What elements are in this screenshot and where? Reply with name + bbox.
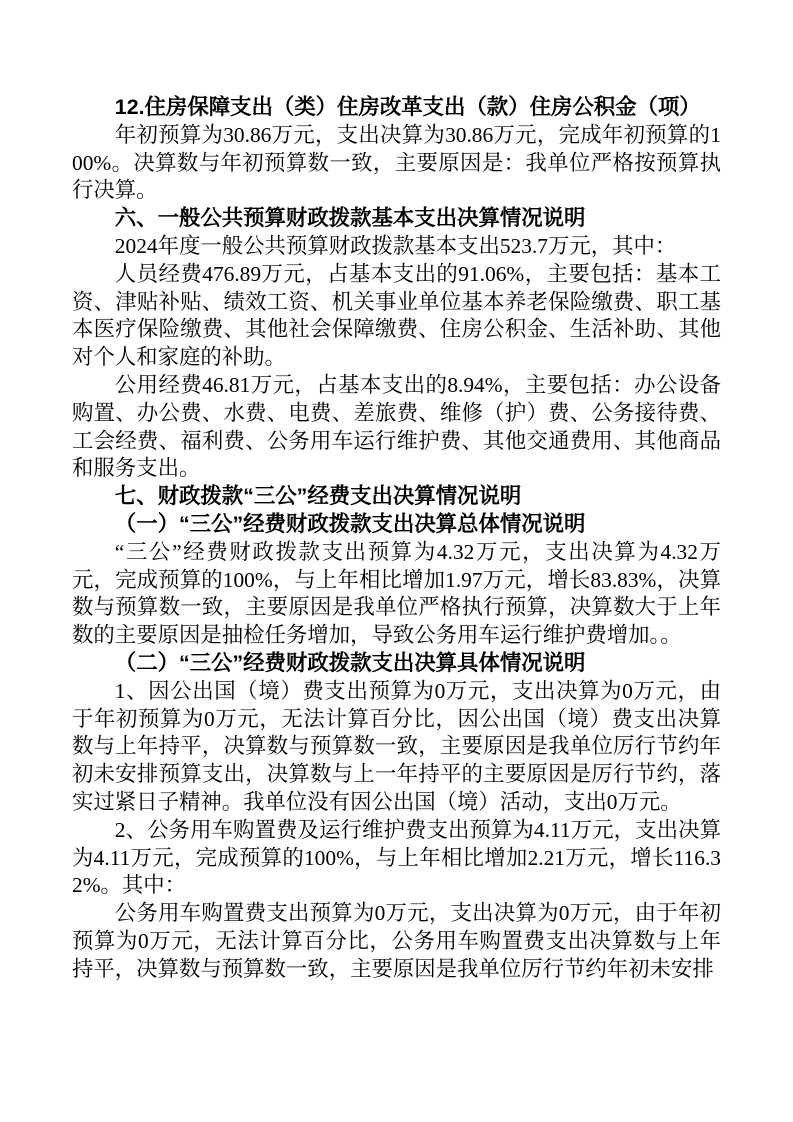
body-paragraph: 2、公务用车购置费及运行维护费支出预算为4.11万元，支出决算为4.11万元，完成预算的100%，与上年相比增加2.21万元，增长116.32%。其中： — [72, 817, 721, 898]
section-heading: （一）“三公”经费财政拨款支出决算总体情况说明 — [114, 511, 586, 536]
section-heading: 12.住房保障支出（类）住房改革支出（款）住房公积金（项） — [114, 95, 701, 119]
section-heading: 六、一般公共预算财政拨款基本支出决算情况说明 — [114, 206, 586, 231]
body-paragraph: 人员经费476.89万元，占基本支出的91.06%，主要包括：基本工资、津贴补贴、绩效工资、机关事业单位基本养老保险缴费、职工基本医疗保险缴费、其他社会保障缴费、住房公积金、生活补助、其他对个人和家庭的补助。 — [72, 261, 721, 370]
body-paragraph: “三公”经费财政拨款支出预算为4.32万元，支出决算为4.32万元，完成预算的100%，与上年相比增加1.97万元，增长83.83%，决算数与预算数一致，主要原因是我单位严格执行预算，决算数大于上年数的主要原因是抽检任务增加，导致公务用车运行维护费增加。。 — [72, 539, 721, 648]
body-paragraph: 2024年度一般公共预算财政拨款基本支出523.7万元，其中： — [114, 233, 677, 258]
body-paragraph: 公务用车购置费支出预算为0万元，支出决算为0万元，由于年初预算为0万元，无法计算百分比，公务用车购置费支出决算数与上年持平，决算数与预算数一致，主要原因是我单位厉行节约年初未安排 — [72, 901, 721, 981]
body-paragraph: 公用经费46.81万元，占基本支出的8.94%，主要包括：办公设备购置、办公费、水费、电费、差旅费、维修（护）费、公务接待费、工会经费、福利费、公务用车运行维护费、其他交通费用、其他商品和服务支出。 — [72, 372, 721, 481]
section-heading: 七、财政拨款“三公”经费支出决算情况说明 — [114, 484, 522, 509]
body-paragraph: 年初预算为30.86万元，支出决算为30.86万元，完成年初预算的100%。决算数与年初预算数一致，主要原因是：我单位严格按预算执行决算。 — [72, 122, 721, 203]
body-paragraph: 1、因公出国（境）费支出预算为0万元，支出决算为0万元，由于年初预算为0万元，无法计算百分比，因公出国（境）费支出决算数与上年持平，决算数与预算数一致，主要原因是我单位厉行节约年初未安排预算支出，决算数与上一年持平的主要原因是厉行节约，落实过紧日子精神。我单位没有因公出国（境）活动，支出0万元。 — [72, 678, 721, 814]
section-heading: （二）“三公”经费财政拨款支出决算具体情况说明 — [114, 650, 586, 675]
